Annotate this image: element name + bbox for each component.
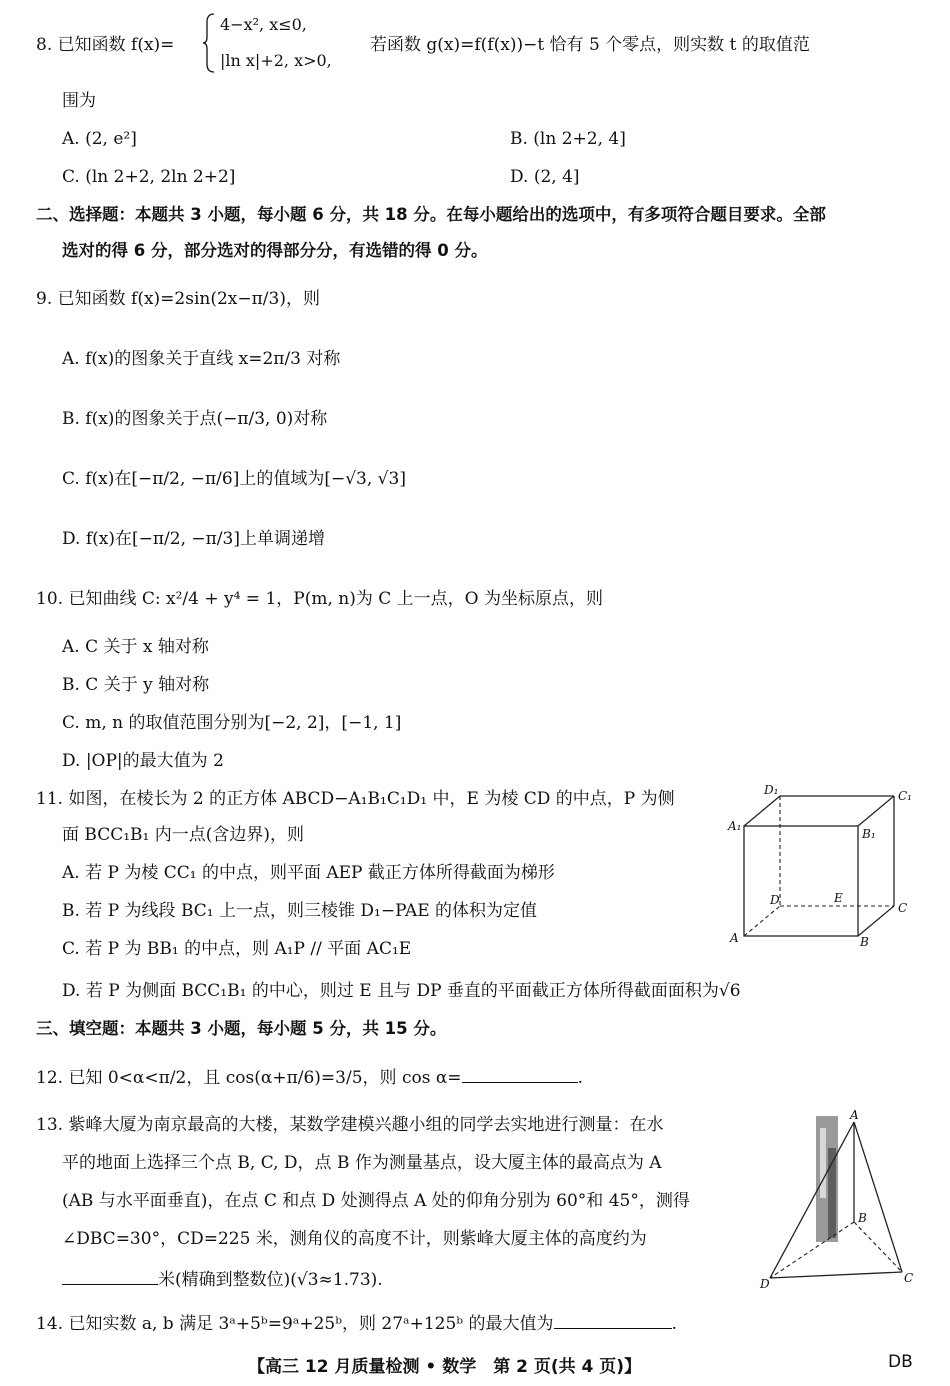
q10-option-d: D. |OP|的最大值为 2 [62,751,224,771]
cube-figure [726,780,916,950]
q8-stem-c: 围为 [62,91,96,111]
q11-stem-line2: 面 BCC₁B₁ 内一点(含边界)，则 [62,825,305,845]
q12-stem [36,1066,583,1089]
q13-answer-blank[interactable] [62,1268,158,1285]
section3-heading: 三、填空题：本题共 3 小题，每小题 5 分，共 15 分。 [36,1019,447,1038]
building-tetrahedron-figure [756,1108,920,1294]
q10-stem: 10. 已知曲线 C: x²/4 + y⁴ = 1，P(m, n)为 C 上一点，O 为坐标原点，则 [36,589,604,609]
edge-dc [770,1272,902,1278]
q8-piece-2: |ln x|+2, x>0, [220,51,332,70]
page-footer: 【高三 12 月质量检测 • 数学 第 2 页(共 4 页)】 [248,1357,642,1377]
edge-ac [854,1122,902,1272]
cube-figure-bg [726,780,916,950]
q13-line4: ∠DBC=30°，CD=225 米，测角仪的高度不计，则紫峰大厦主体的高度约为 [62,1229,647,1249]
q8-option-b: B. (ln 2+2, 4] [510,129,626,149]
q13-line1: 13. 紫峰大厦为南京最高的大楼，某数学建模兴趣小组的同学去实地进行测量：在水 [36,1115,664,1135]
q9-option-c: C. f(x)在[−π/2, −π/6]上的值域为[−√3, √3] [62,469,406,489]
q11-option-b: B. 若 P 为线段 BC₁ 上一点，则三棱锥 D₁−PAE 的体积为定值 [62,901,538,921]
label-b: B [860,935,869,949]
q9-option-d: D. f(x)在[−π/2, −π/3]上单调递增 [62,529,325,549]
hidden-edge-bd [770,1222,854,1278]
label-d: D [770,893,780,907]
q8-piece-1: 4−x², x≤0, [220,15,307,34]
q12-answer-blank[interactable] [462,1066,578,1083]
label-a1: A₁ [728,819,742,833]
label-c: C [898,901,908,915]
q14-stem-text: 14. 已知实数 a, b 满足 3ᵃ+5ᵇ=9ᵃ+25ᵇ，则 27ᵃ+125ᵇ 的最大值为 [36,1314,554,1334]
piecewise-brace [202,12,216,74]
q14-stem-end: . [671,1314,677,1334]
q10-option-a: A. C 关于 x 轴对称 [62,637,209,657]
label-e: E [834,891,843,905]
label-b: B [858,1211,867,1225]
label-c1: C₁ [898,789,912,803]
q13-line2: 平的地面上选择三个点 B, C, D，点 B 作为测量基点，设大厦主体的最高点为 A [62,1153,662,1173]
edge-ad [770,1122,854,1278]
q12-stem-end: . [577,1068,583,1088]
q9-option-b: B. f(x)的图象关于点(−π/3, 0)对称 [62,409,328,429]
hidden-edge-bc [854,1222,902,1272]
building-photo-highlight [820,1128,826,1198]
q11-option-a: A. 若 P 为棱 CC₁ 的中点，则平面 AEP 截正方体所得截面为梯形 [62,863,555,883]
q10-option-b: B. C 关于 y 轴对称 [62,675,210,695]
label-c: C [904,1271,914,1285]
q8-stem-b: 若函数 g(x)=f(f(x))−t 恰有 5 个零点，则实数 t 的取值范 [370,35,810,55]
q14-answer-blank[interactable] [554,1312,672,1329]
q11-option-c: C. 若 P 为 BB₁ 的中点，则 A₁P // 平面 AC₁E [62,939,412,959]
q9-option-a: A. f(x)的图象关于直线 x=2π/3 对称 [62,349,341,369]
footer-code: DB [888,1352,913,1372]
q12-stem-text: 12. 已知 0<α<π/2，且 cos(α+π/6)=3/5，则 cos α= [36,1068,462,1088]
q8-option-c: C. (ln 2+2, 2ln 2+2] [62,167,236,187]
q11-option-d: D. 若 P 为侧面 BCC₁B₁ 的中心，则过 E 且与 DP 垂直的平面截正方体所得截面面积为√6 [62,981,741,1001]
q13-line5 [62,1268,383,1291]
label-a: A [850,1108,859,1122]
section2-heading-line1: 二、选择题：本题共 3 小题，每小题 6 分，共 18 分。在每小题给出的选项中，有多项符合题目要求。全部 [36,205,826,224]
q9-stem: 9. 已知函数 f(x)=2sin(2x−π/3)，则 [36,289,320,309]
label-b1: B₁ [862,827,876,841]
section2-heading-line2: 选对的得 6 分，部分选对的得部分分，有选错的得 0 分。 [62,241,488,260]
q10-option-c: C. m, n 的取值范围分别为[−2, 2]，[−1, 1] [62,713,402,733]
q8-stem-a: 8. 已知函数 f(x)= [36,35,175,55]
q13-line3: (AB 与水平面垂直)，在点 C 和点 D 处测得点 A 处的仰角分别为 60°和 45°，测得 [62,1191,690,1211]
label-a: A [730,931,739,945]
q8-option-a: A. (2, e²] [62,129,137,149]
label-d1: D₁ [764,783,779,797]
q13-line5-text: 米(精确到整数位)(√3≈1.73). [158,1270,383,1290]
q8-option-d: D. (2, 4] [510,167,580,187]
q14-stem [36,1312,677,1335]
q11-stem-line1: 11. 如图，在棱长为 2 的正方体 ABCD−A₁B₁C₁D₁ 中，E 为棱 CD 的中点，P 为侧 [36,789,675,809]
label-d: D [760,1277,770,1291]
